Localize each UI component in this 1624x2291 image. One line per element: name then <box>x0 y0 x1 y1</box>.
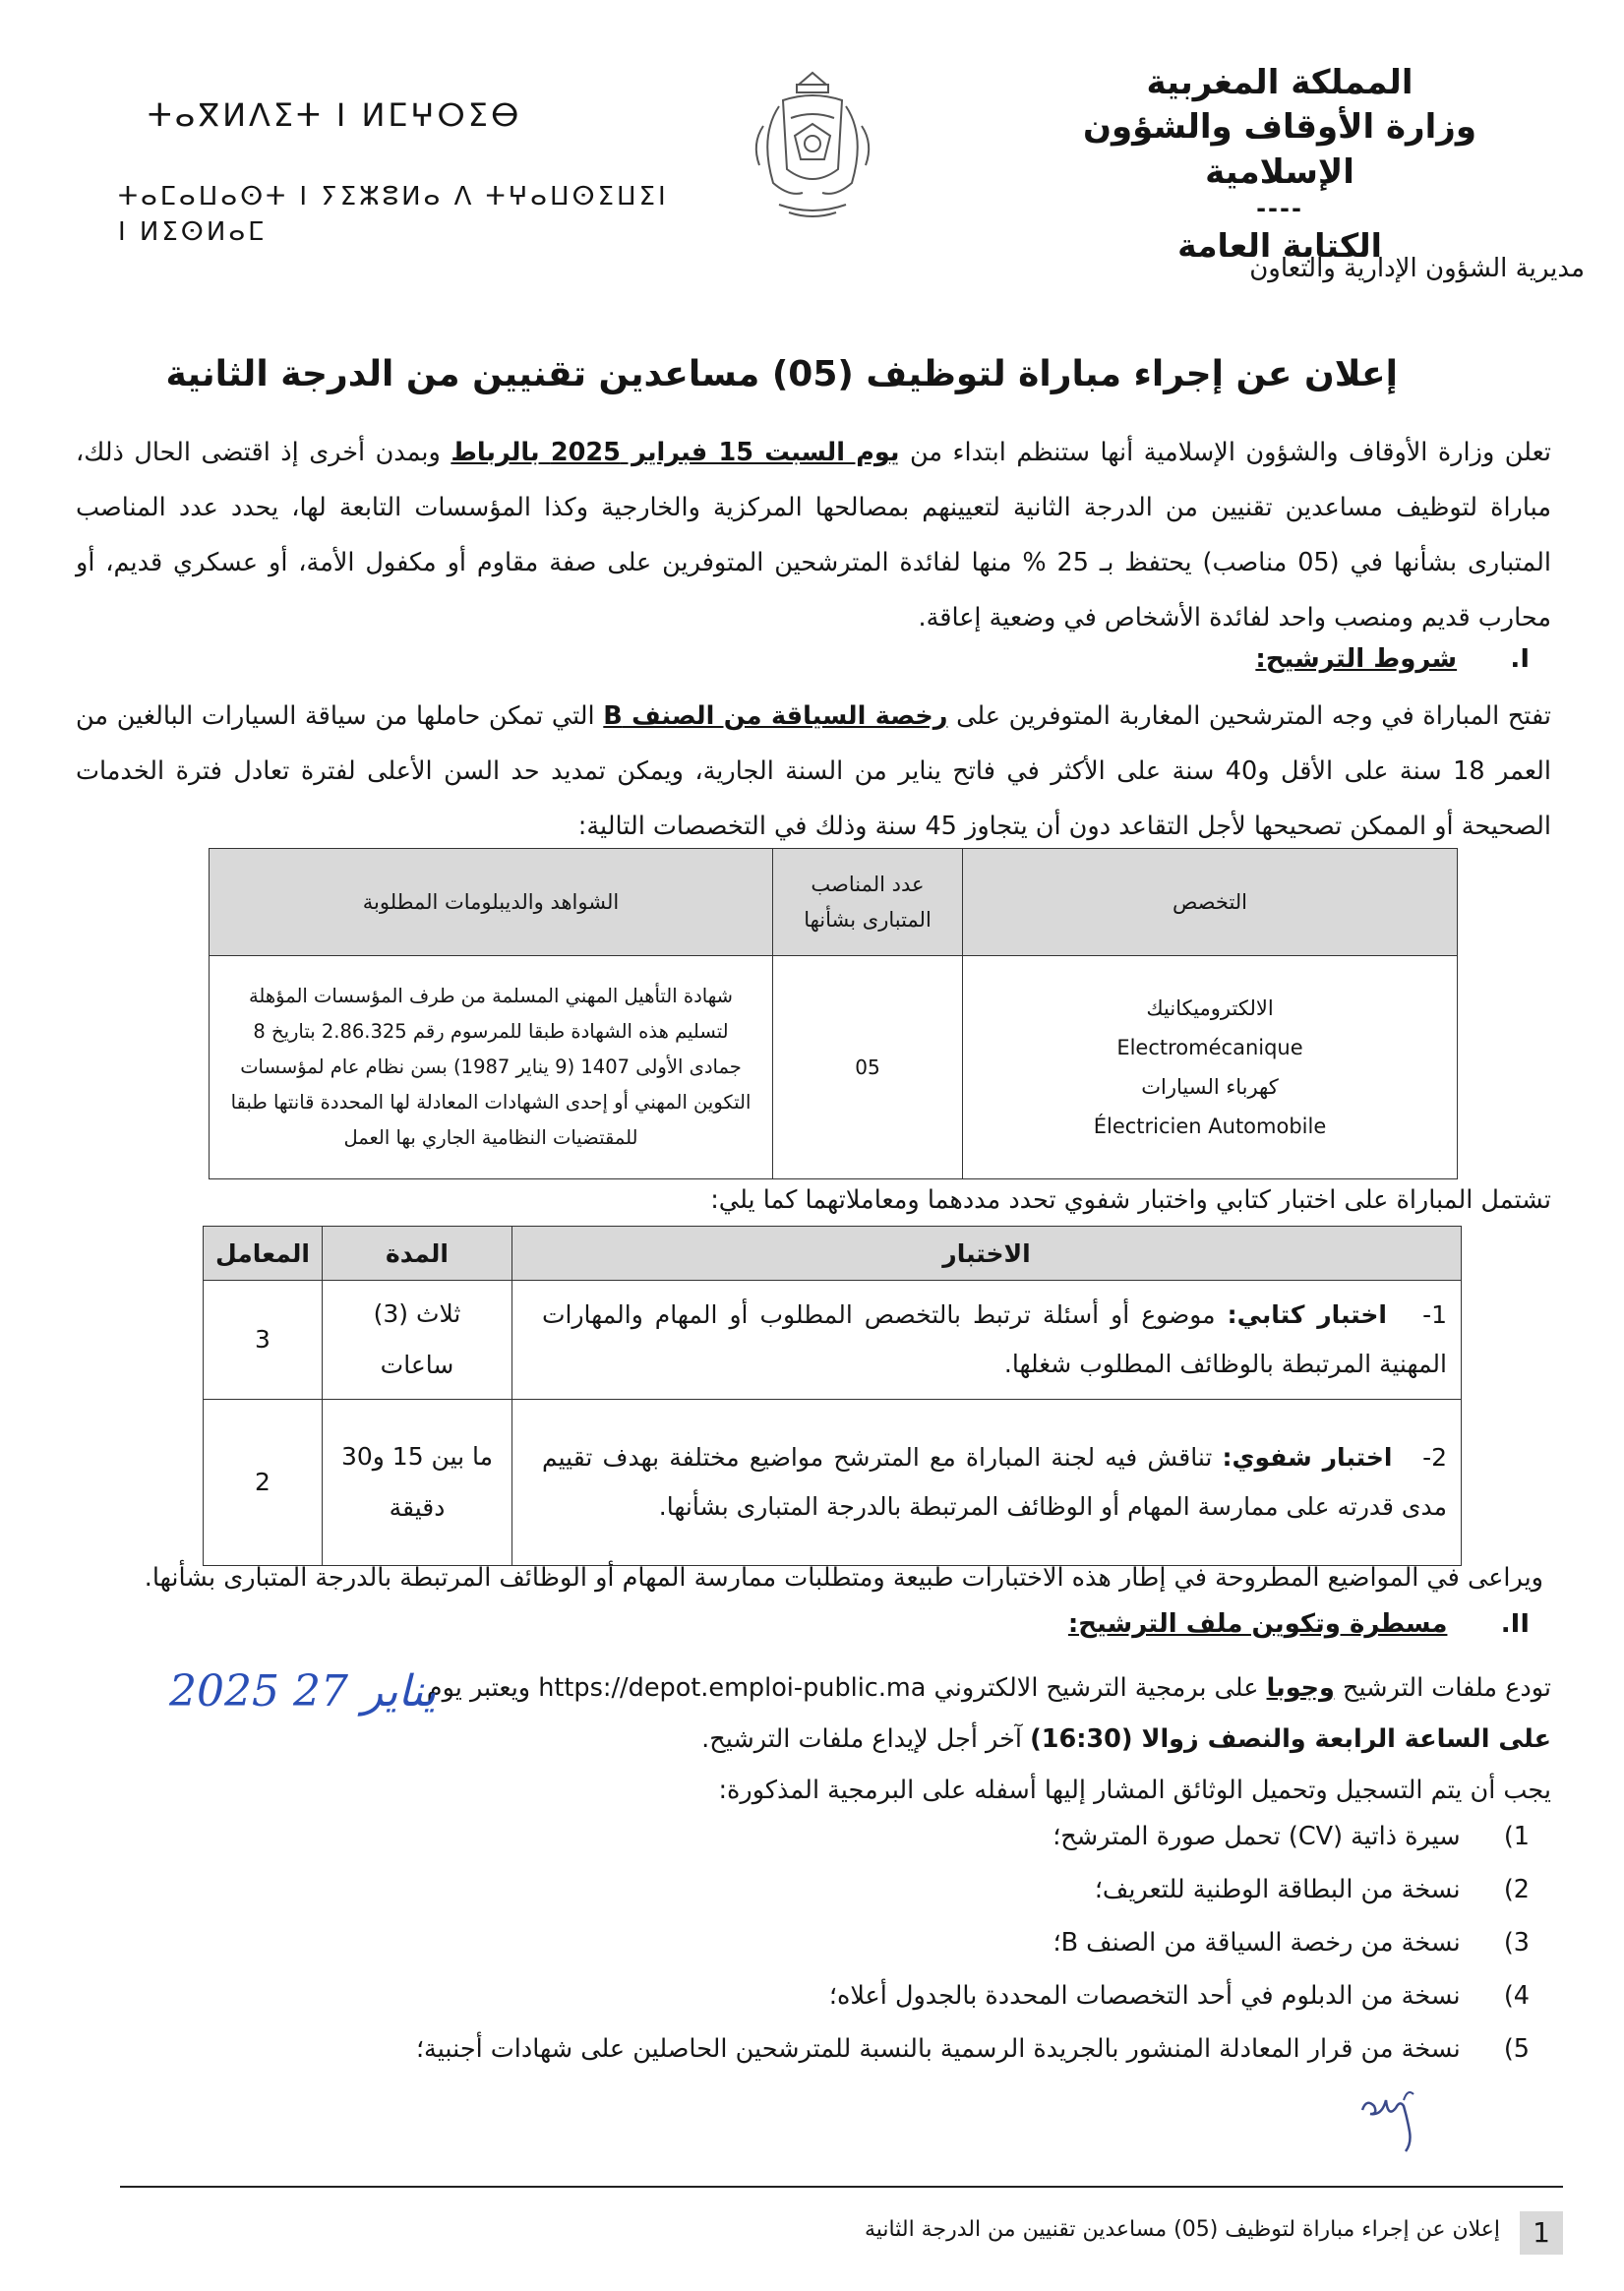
royal-emblem-icon <box>740 67 885 224</box>
table-row <box>204 1281 1462 1400</box>
oral-exam-coefficient: 2 <box>204 1400 323 1566</box>
intro-text-rest: وبمدن أخرى إذ اقتضى الحال ذلك، مباراة لتوظيف مساعدين تقنيين من الدرجة الثانية لتعيينهم بمصالحها المركزية والخارجية وكذا المؤسسات التابعة لها، يحدد عدد المناصب المتبارى بشأنها في (05 مناصب) يحتفظ بـ 25 % منها لفائدة المترشحين المتوفرين على صفة مقاوم أو مكفول الأمة، أو عسكري قديم، أو محارب قديم ومنصب واحد لفائدة الأشخاص في وضعية إعاقة. <box>76 438 1551 633</box>
written-duration-line2: ساعات <box>380 1351 454 1379</box>
written-exam-number: 1- <box>1422 1300 1448 1329</box>
upload-instructions: يجب أن يتم التسجيل وتحميل الوثائق المشار إليها أسفله على البرمجية المذكورة: <box>718 1776 1551 1805</box>
list-item <box>152 1969 1530 2022</box>
written-exam-duration <box>323 1281 512 1400</box>
tifinagh-kingdom-name: ⵜⴰⴳⵍⴷⵉⵜ ⵏ ⵍⵎⵖⵔⵉⴱ <box>148 96 522 134</box>
list-item-number: 4) <box>1503 1981 1530 2011</box>
exams-table <box>203 1226 1462 1566</box>
oral-exam-number: 2- <box>1422 1443 1447 1472</box>
conditions-text-rest: التي تمكن حاملها من سياقة السيارات البالغين من العمر 18 سنة على الأقل و40 سنة على الأكثر في فاتح يناير من السنة الجارية، ويمكن تمديد حد السن الأعلى لفترة تعادل فترة الخدمات الصحيحة أو الممكن تصحيحها لأجل التقاعد دون أن يتجاوز 45 سنة وذلك في التخصصات التالية: <box>76 701 1551 841</box>
table1-header-positions: عدد المناصب المتبارى بشأنها <box>773 849 963 956</box>
intro-text-start: تعلن وزارة الأوقاف والشؤون الإسلامية أنها ستنظم ابتداء من <box>909 438 1552 467</box>
submission-text-a: تودع ملفات الترشيح <box>1343 1673 1551 1703</box>
submission-line <box>391 1660 1551 1716</box>
submission-text-c: على برمجية الترشيح الالكتروني https://depot.emploi-public.ma ويعتبر يوم <box>426 1673 1259 1703</box>
table2-header-exam: الاختبار <box>512 1227 1462 1281</box>
directorate-name: مديرية الشؤون الإدارية والتعاون <box>1249 254 1585 283</box>
table1-header-diplomas: الشواهد والديبلومات المطلوبة <box>210 849 773 956</box>
page-number: 1 <box>1520 2211 1563 2255</box>
oral-exam-name: اختبار شفوي: <box>1222 1443 1393 1472</box>
specializations-table <box>209 848 1458 1179</box>
footer-title: إعلان عن إجراء مباراة لتوظيف (05) مساعدين تقنيين من الدرجة الثانية <box>864 2217 1500 2242</box>
deadline-text: آخر أجل لإيداع ملفات الترشيح. <box>701 1724 1022 1754</box>
header-separator: ---- <box>1256 195 1303 222</box>
oral-exam-duration <box>323 1400 512 1566</box>
written-exam-coefficient: 3 <box>204 1281 323 1400</box>
submission-mandatory: وجوبا <box>1266 1673 1335 1703</box>
conditions-text-start: تفتح المباراة في وجه المترشحين المغاربة المتوفرين على <box>956 701 1551 731</box>
list-item-text: نسخة من البطاقة الوطنية للتعريف؛ <box>1094 1875 1461 1904</box>
list-item-text: نسخة من قرار المعادلة المنشور بالجريدة الرسمية بالنسبة للمترشحين الحاصلين على شهادات أجنبية؛ <box>415 2034 1461 2064</box>
section-1-heading <box>1255 644 1530 674</box>
list-item <box>152 1810 1530 1863</box>
specialization-cell <box>963 956 1458 1179</box>
list-item <box>152 2022 1530 2076</box>
spec-line-electromechanics-ar: الالكتروميكانيك <box>1146 996 1274 1020</box>
section-2-title: مسطرة وتكوين ملف الترشيح: <box>1067 1609 1448 1639</box>
tifinagh-header <box>118 90 669 250</box>
section-1-number: I. <box>1510 644 1530 674</box>
list-item <box>152 1863 1530 1916</box>
spec-line-auto-electrician-ar: كهرباء السيارات <box>1141 1075 1279 1099</box>
section-2-heading <box>1068 1609 1530 1639</box>
oral-exam-description: تناقش فيه لجنة المباراة مع المترشح مواضيع مختلفة بهدف تقييم مدى قدرته على ممارسة المهام أو الوظائف المرتبطة بالدرجة المتبارى بشأنها. <box>542 1443 1447 1521</box>
written-exam-name: اختبار كتابي: <box>1227 1300 1387 1329</box>
deadline-line <box>76 1712 1551 1767</box>
announcement-title: إعلان عن إجراء مباراة لتوظيف (05) مساعدين تقنيين من الدرجة الثانية <box>165 354 1398 394</box>
license-requirement: رخصة السياقة من الصنف B <box>603 701 948 731</box>
list-item-text: نسخة من الدبلوم في أحد التخصصات المحددة بالجدول أعلاه؛ <box>828 1981 1461 2011</box>
deadline-time: على الساعة الرابعة والنصف زوالا (16:30) <box>1030 1724 1551 1754</box>
list-item-text: سيرة ذاتية (CV) تحمل صورة المترشح؛ <box>1053 1822 1461 1851</box>
tifinagh-ministry-name: ⵜⴰⵎⴰⵡⴰⵙⵜ ⵏ ⵢⵉⵣⵓⵍⴰ ⴷ ⵜⵖⴰⵡⵙⵉⵡⵉⵏ ⵏ ⵍⵉⵙⵍⴰⵎ <box>118 182 669 247</box>
table1-header-specialization: التخصص <box>963 849 1458 956</box>
kingdom-name: المملكة المغربية <box>1146 63 1413 102</box>
written-duration-line1: ثلاث (3) <box>373 1299 461 1328</box>
footer-rule <box>120 2186 1563 2188</box>
exam-date-place: يوم السبت 15 فبراير 2025 بالرباط <box>451 438 900 467</box>
spec-line-electromechanics-fr: Electromécanique <box>1116 1036 1303 1059</box>
oral-duration-line1: ما بين 15 و30 <box>340 1442 494 1471</box>
ministry-name: وزارة الأوقاف والشؤون الإسلامية <box>1083 107 1476 192</box>
secretariat-name: الكتابة العامة <box>1177 226 1382 265</box>
list-item-number: 3) <box>1503 1928 1530 1958</box>
table2-header-duration: المدة <box>323 1227 512 1281</box>
written-exam-cell <box>512 1281 1462 1400</box>
conditions-paragraph <box>76 689 1551 854</box>
list-item-number: 2) <box>1503 1875 1530 1904</box>
intro-paragraph <box>76 425 1551 645</box>
table-row <box>204 1400 1462 1566</box>
list-item-text: نسخة من رخصة السياقة من الصنف B؛ <box>1053 1928 1461 1958</box>
oral-exam-cell <box>512 1400 1462 1566</box>
table2-header-coefficient: المعامل <box>204 1227 323 1281</box>
written-exam-description: موضوع أو أسئلة ترتبط بالتخصص المطلوب أو المهام والمهارات المهنية المرتبطة بالوظائف المطلوب شغلها. <box>542 1300 1447 1378</box>
positions-count-cell: 05 <box>773 956 963 1179</box>
list-item <box>152 1916 1530 1969</box>
list-item-number: 1) <box>1503 1822 1530 1851</box>
exams-note: ويراعى في المواضيع المطروحة في إطار هذه الاختبارات طبيعة ومتطلبات ممارسة المهام أو الوظائف المرتبطة بالدرجة المتبارى بشأنها. <box>144 1563 1543 1593</box>
exams-intro: تشتمل المباراة على اختبار كتابي واختبار شفوي تحدد مددهما ومعاملاتهما كما يلي: <box>710 1185 1551 1215</box>
section-2-number: II. <box>1500 1609 1530 1639</box>
deadline-date-stamp: 2025 يناير 27 <box>169 1666 437 1717</box>
section-1-title: شروط الترشيح: <box>1255 644 1458 674</box>
signature-icon <box>1353 2071 1441 2154</box>
spec-line-auto-electrician-fr: Électricien Automobile <box>1093 1115 1327 1138</box>
arabic-header <box>1004 61 1585 283</box>
diploma-cell: شهادة التأهيل المهني المسلمة من طرف المؤسسات المؤهلة لتسليم هذه الشهادة طبقا للمرسوم رقم 2.86.325 بتاريخ 8 جمادى الأولى 1407 (9 يناير 1987) بسن نظام عام لمؤسسات التكوين المهني أو إحدى الشهادات المعادلة لها المحددة قانتها طبقا للمقتضيات النظامية الجاري بها العمل <box>210 956 773 1179</box>
table-row <box>210 956 1458 1179</box>
list-item-number: 5) <box>1503 2034 1530 2064</box>
documents-list <box>152 1810 1530 2076</box>
oral-duration-line2: دقيقة <box>389 1493 446 1522</box>
